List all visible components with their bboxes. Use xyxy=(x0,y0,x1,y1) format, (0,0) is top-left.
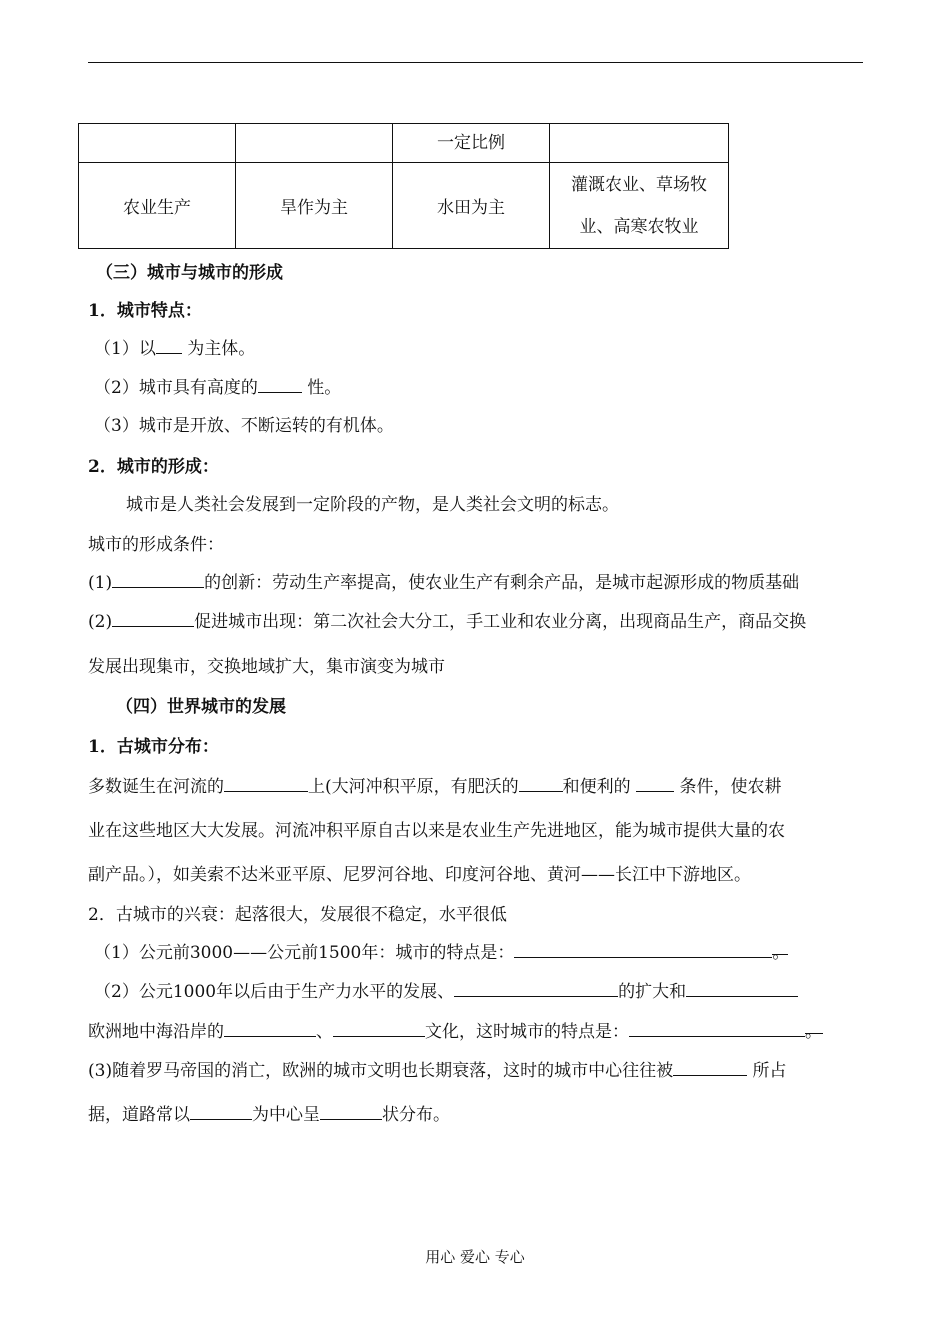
table-cell: 一定比例 xyxy=(393,124,550,163)
text-line: （2）公元1000年以后由于生产力水平的发展、 的扩大和 xyxy=(94,977,798,1002)
text-line: 副产品。），如美索不达米亚平原、尼罗河谷地、印度河谷地、黄河——长江中下游地区。 xyxy=(88,865,751,885)
blank[interactable] xyxy=(156,337,182,354)
text-line: （2）城市具有高度的 性。 xyxy=(94,378,342,398)
header-rule xyxy=(88,62,863,63)
text-line: (3)随着罗马帝国的消亡，欧洲的城市文明也长期衰落，这时的城市中心往往被 所占 xyxy=(88,1061,787,1081)
text-line: 欧洲地中海沿岸的 、 文化，这时城市的特点是： 。 xyxy=(88,1017,823,1042)
table-cell xyxy=(236,124,393,163)
table-row xyxy=(79,124,729,163)
text-line: （3）城市是开放、不断运转的有机体。 xyxy=(94,416,394,436)
subheading: 2．城市的形成： xyxy=(88,457,219,477)
blank[interactable] xyxy=(629,1020,805,1037)
agriculture-table xyxy=(78,123,729,249)
subheading: 1．古城市分布： xyxy=(88,737,219,757)
cell-line: 业、高寒农牧业 xyxy=(579,216,699,237)
text-line: 发展出现集市，交换地域扩大，集市演变为城市 xyxy=(88,657,445,677)
blank[interactable] xyxy=(258,376,302,393)
blank[interactable] xyxy=(686,980,798,997)
text-line: （1）以 为主体。 xyxy=(94,339,256,359)
blank[interactable] xyxy=(190,1103,252,1120)
blank[interactable] xyxy=(224,1020,316,1037)
table-cell: 水田为主 xyxy=(393,163,550,249)
text-line: （1）公元前3000——公元前1500年：城市的特点是： 。 xyxy=(94,938,788,963)
blank[interactable] xyxy=(636,775,674,792)
table-cell: 农业生产 xyxy=(79,163,236,249)
text-line: 业在这些地区大大发展。河流冲积平原自古以来是农业生产先进地区，能为城市提供大量的农 xyxy=(88,821,785,841)
page-footer: 用心 爱心 专心 xyxy=(425,1248,525,1266)
cell-line: 灌溉农业、草场牧 xyxy=(571,174,707,195)
table-cell xyxy=(550,124,729,163)
section-heading: （三）城市与城市的形成 xyxy=(96,263,283,283)
blank[interactable] xyxy=(454,980,618,997)
blank[interactable] xyxy=(673,1059,747,1076)
text-line: 城市的形成条件： xyxy=(88,535,224,555)
text-line: 城市是人类社会发展到一定阶段的产物，是人类社会文明的标志。 xyxy=(126,495,619,515)
text-line: 多数诞生在河流的 上(大河冲积平原，有肥沃的 和便利的 条件，使农耕 xyxy=(88,777,782,797)
blank[interactable] xyxy=(514,941,772,958)
text-line: (1) 的创新：劳动生产率提高，使农业生产有剩余产品，是城市起源形成的物质基础 xyxy=(88,573,800,593)
text-line: 据，道路常以 为中心呈 状分布。 xyxy=(88,1105,450,1125)
table-cell xyxy=(79,124,236,163)
blank[interactable] xyxy=(112,571,204,588)
text-line: (2) 促进城市出现：第二次社会大分工，手工业和农业分离，出现商品生产，商品交换 xyxy=(88,612,807,632)
blank[interactable] xyxy=(333,1020,425,1037)
blank[interactable] xyxy=(519,775,563,792)
table-row xyxy=(79,163,729,249)
table-cell: 旱作为主 xyxy=(236,163,393,249)
section-heading: （四）世界城市的发展 xyxy=(116,697,286,717)
table-cell xyxy=(550,163,729,249)
blank[interactable] xyxy=(112,610,194,627)
blank[interactable] xyxy=(320,1103,382,1120)
blank[interactable] xyxy=(224,775,308,792)
subheading: 1．城市特点： xyxy=(88,301,202,321)
text-line: 2．古城市的兴衰：起落很大，发展很不稳定，水平很低 xyxy=(88,905,507,925)
